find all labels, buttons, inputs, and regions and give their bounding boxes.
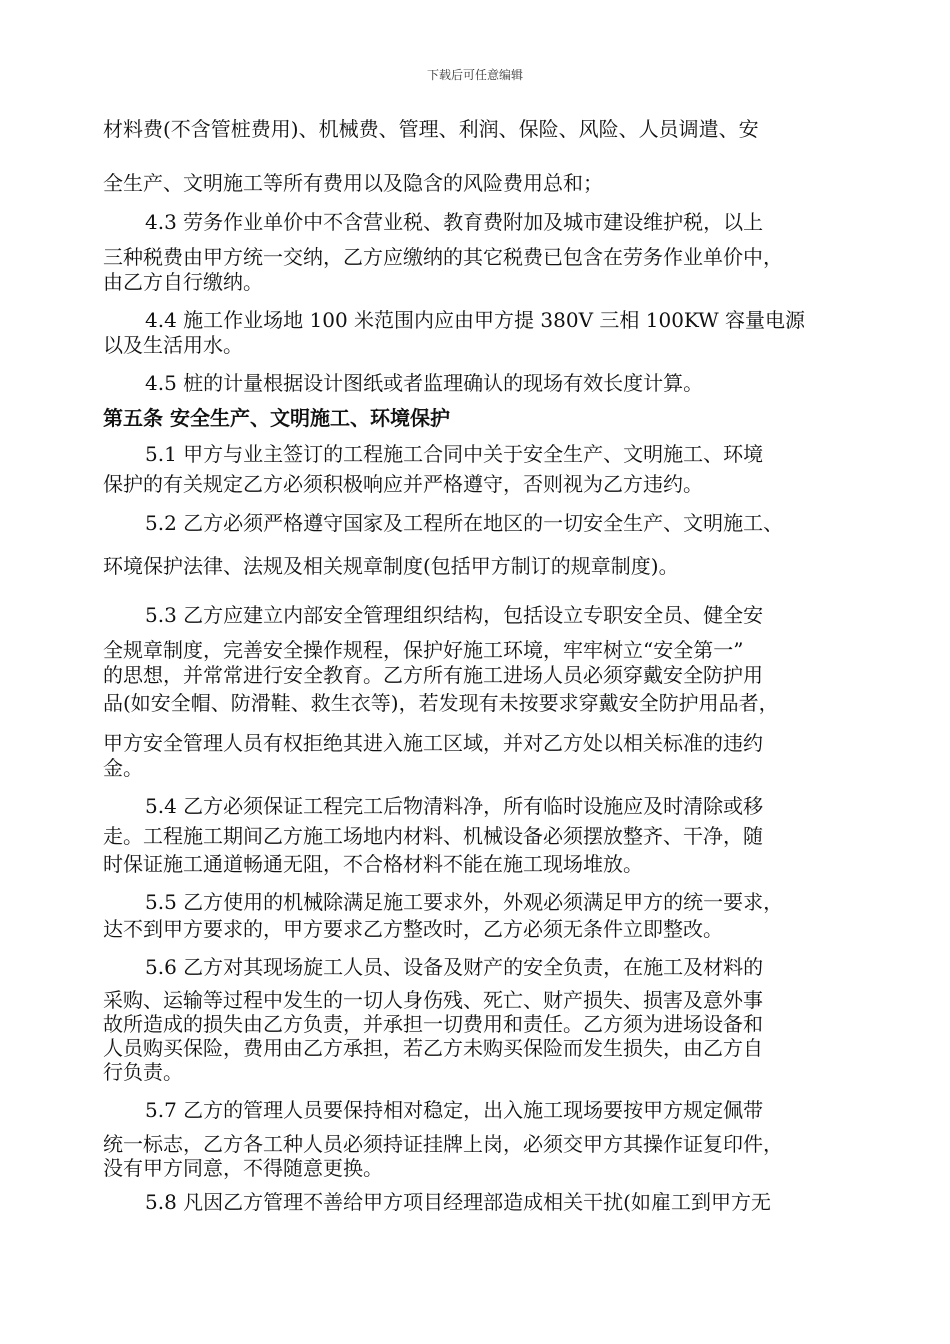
text-line: 金。 bbox=[103, 756, 143, 780]
text-line: 的思想，并常常进行安全教育。乙方所有施工进场人员必须穿戴安全防护用 bbox=[103, 663, 763, 687]
text-line: 故所造成的损失由乙方负责，并承担一切费用和责任。乙方须为进场设备和 bbox=[103, 1012, 763, 1036]
text-line: 由乙方自行缴纳。 bbox=[103, 270, 263, 294]
text-line: 5.8 凡因乙方管理不善给甲方项目经理部造成相关干扰(如雇工到甲方无 bbox=[145, 1190, 771, 1214]
text-line: 品(如安全帽、防滑鞋、救生衣等)，若发现有未按要求穿戴安全防护用品者， bbox=[103, 691, 779, 715]
text-line: 人员购买保险，费用由乙方承担，若乙方未购买保险而发生损失，由乙方自 bbox=[103, 1036, 763, 1060]
text-line: 行负责。 bbox=[103, 1060, 183, 1084]
text-line: 采购、运输等过程中发生的一切人身伤残、死亡、财产损失、损害及意外事 bbox=[103, 988, 763, 1012]
text-line: 5.5 乙方使用的机械除满足施工要求外，外观必须满足甲方的统一要求， bbox=[145, 890, 784, 914]
text-line: 以及生活用水。 bbox=[103, 333, 243, 357]
text-line: 统一标志，乙方各工种人员必须持证挂牌上岗，必须交甲方其操作证复印件， bbox=[103, 1132, 783, 1156]
text-line: 环境保护法律、法规及相关规章制度(包括甲方制订的规章制度)。 bbox=[103, 554, 679, 578]
text-line: 5.7 乙方的管理人员要保持相对稳定，出入施工现场要按甲方规定佩带 bbox=[145, 1098, 764, 1122]
text-line: 保护的有关规定乙方必须积极响应并严格遵守，否则视为乙方违约。 bbox=[103, 472, 703, 496]
page-header: 下载后可任意编辑 bbox=[426, 68, 523, 82]
text-line: 4.3 劳务作业单价中不含营业税、教育费附加及城市建设维护税，以上 bbox=[145, 210, 764, 234]
text-line: 5.4 乙方必须保证工程完工后物清料净，所有临时设施应及时清除或移 bbox=[145, 794, 764, 818]
text-line: 5.6 乙方对其现场旋工人员、设备及财产的安全负责，在施工及材料的 bbox=[145, 955, 764, 979]
text-line: 5.1 甲方与业主签订的工程施工合同中关于安全生产、文明施工、环境 bbox=[145, 442, 764, 466]
text-line: 没有甲方同意，不得随意更换。 bbox=[103, 1156, 383, 1180]
text-line: 4.4 施工作业场地 100 米范围内应由甲方提 380V 三相 100KW 容量电源 bbox=[145, 308, 806, 332]
section-heading: 第五条 安全生产、文明施工、环境保护 bbox=[103, 406, 450, 430]
text-line: 走。工程施工期间乙方施工场地内材料、机械设备必须摆放整齐、干净，随 bbox=[103, 824, 763, 848]
text-line: 全规章制度，完善安全操作规程，保护好施工环境，牢牢树立“安全第一” bbox=[103, 638, 744, 662]
text-line: 甲方安全管理人员有权拒绝其进入施工区域，并对乙方处以相关标准的违约 bbox=[103, 731, 763, 755]
text-line: 达不到甲方要求的，甲方要求乙方整改时，乙方必须无条件立即整改。 bbox=[103, 917, 723, 941]
text-line: 4.5 桩的计量根据设计图纸或者监理确认的现场有效长度计算。 bbox=[145, 371, 704, 395]
text-line: 材料费(不含管桩费用)、机械费、管理、利润、保险、风险、人员调遣、安 bbox=[103, 117, 759, 141]
text-line: 全生产、文明施工等所有费用以及隐含的风险费用总和； bbox=[103, 171, 603, 195]
text-line: 5.2 乙方必须严格遵守国家及工程所在地区的一切安全生产、文明施工、 bbox=[145, 511, 784, 535]
text-line: 时保证施工通道畅通无阻，不合格材料不能在施工现场堆放。 bbox=[103, 852, 643, 876]
text-line: 5.3 乙方应建立内部安全管理组织结构，包括设立专职安全员、健全安 bbox=[145, 603, 764, 627]
text-line: 三种税费由甲方统一交纳，乙方应缴纳的其它税费已包含在劳务作业单价中， bbox=[103, 245, 783, 269]
